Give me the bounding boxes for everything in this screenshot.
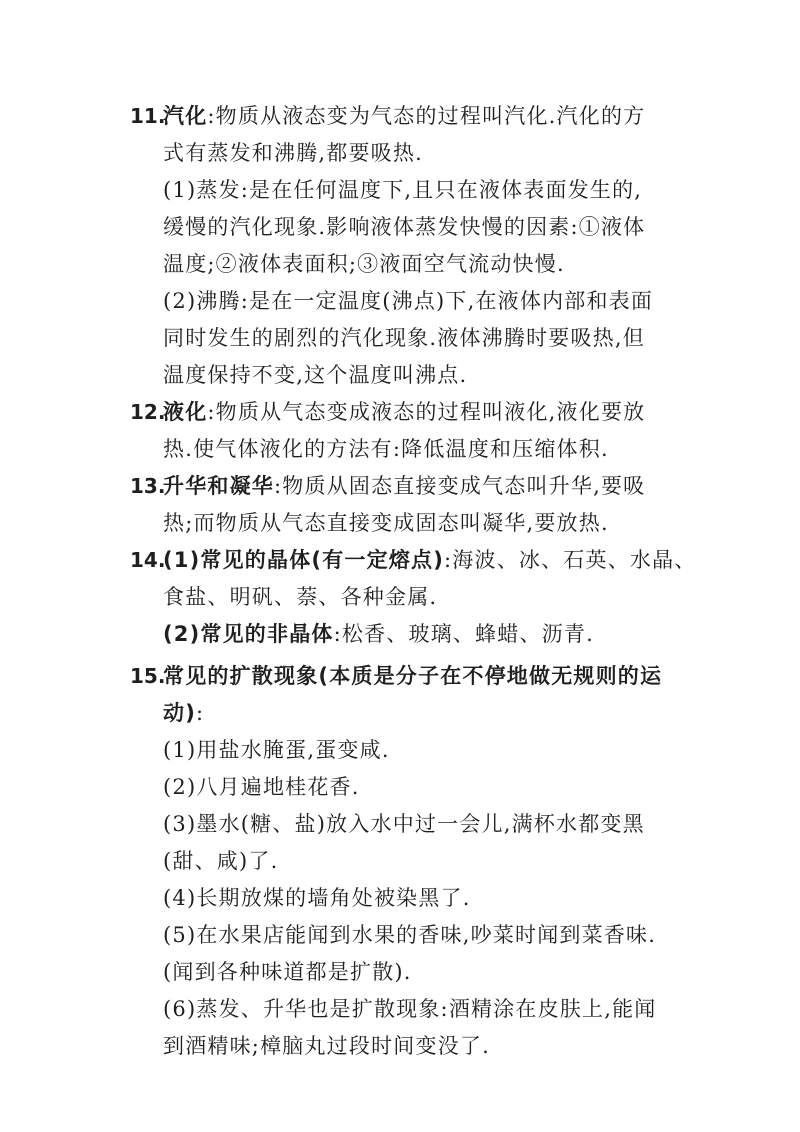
term-diffusion: 常见的扩散现象(本质是分子在不停地做无规则的运	[163, 664, 663, 688]
item-15-line-2	[163, 698, 204, 728]
item-13-line-1	[163, 471, 645, 501]
item-12-line-1	[163, 397, 645, 427]
item-14-line-2: 食盐、明矾、萘、各种金属.	[163, 585, 438, 609]
item-14-number: 14.	[130, 548, 166, 572]
item-15-line-10: (6)蒸发、升华也是扩散现象:酒精涂在皮肤上,能闻	[163, 997, 657, 1021]
item-14-line-1-text: :海波、冰、石英、水晶、	[444, 548, 697, 572]
term-sublimation: 升华和凝华	[163, 474, 274, 498]
item-11-number: 11.	[130, 104, 166, 128]
item-13-line-1-text: :物质从固态直接变成气态叫升华,要吸	[274, 474, 646, 498]
item-15-line-7: (4)长期放煤的墙角处被染黑了.	[163, 886, 471, 910]
item-11-line-1	[163, 101, 645, 131]
item-14-line-3-text: :松香、玻璃、蜂蜡、沥青.	[333, 622, 594, 646]
item-12-number: 12.	[130, 400, 166, 424]
item-15-line-1	[163, 661, 662, 691]
item-14-line-3	[163, 619, 594, 649]
item-11-line-2: 式有蒸发和沸腾,都要吸热.	[163, 141, 423, 165]
item-11-line-1-text: :物质从液态变为气态的过程叫汽化.汽化的方	[207, 104, 646, 128]
item-11-line-5: 温度;②液体表面积;③液面空气流动快慢.	[163, 252, 565, 276]
item-11-line-3: (1)蒸发:是在任何温度下,且只在液体表面发生的,	[163, 178, 643, 202]
item-15-line-11: 到酒精味;樟脑丸过段时间变没了.	[163, 1034, 490, 1058]
item-15-line-2-text: :	[196, 701, 205, 725]
item-14-line-1	[163, 545, 697, 575]
item-15-line-3: (1)用盐水腌蛋,蛋变咸.	[163, 738, 390, 762]
item-12-line-1-text: :物质从气态变成液态的过程叫液化,液化要放	[207, 400, 646, 424]
item-12-line-2: 热.使气体液化的方法有:降低温度和压缩体积.	[163, 437, 609, 461]
item-15-line-5: (3)墨水(糖、盐)放入水中过一会儿,满杯水都变黑	[163, 812, 645, 836]
term-crystals: (1)常见的晶体(有一定熔点)	[163, 548, 445, 572]
item-11-line-4: 缓慢的汽化现象.影响液体蒸发快慢的因素:①液体	[163, 215, 646, 239]
item-13-line-2: 热;而物质从气态直接变成固态叫凝华,要放热.	[163, 511, 609, 535]
item-11-line-6: (2)沸腾:是在一定温度(沸点)下,在液体内部和表面	[163, 289, 654, 313]
item-11-line-8: 温度保持不变,这个温度叫沸点.	[163, 363, 468, 387]
item-15-line-8: (5)在水果店能闻到水果的香味,吵菜时闻到菜香味.	[163, 923, 657, 947]
item-15-number: 15.	[130, 664, 166, 688]
term-vaporization: 汽化	[163, 104, 208, 128]
term-liquefaction: 液化	[163, 400, 208, 424]
item-15-line-4: (2)八月遍地桂花香.	[163, 775, 360, 799]
item-11-line-7: 同时发生的剧烈的汽化现象.液体沸腾时要吸热,但	[163, 326, 645, 350]
term-diffusion-cont: 动)	[163, 701, 196, 725]
item-15-line-9: (闻到各种味道都是扩散).	[163, 960, 412, 984]
term-amorphous: (2)常见的非晶体	[163, 622, 334, 646]
item-15-line-6: (甜、咸)了.	[163, 849, 279, 873]
item-13-number: 13.	[130, 474, 166, 498]
